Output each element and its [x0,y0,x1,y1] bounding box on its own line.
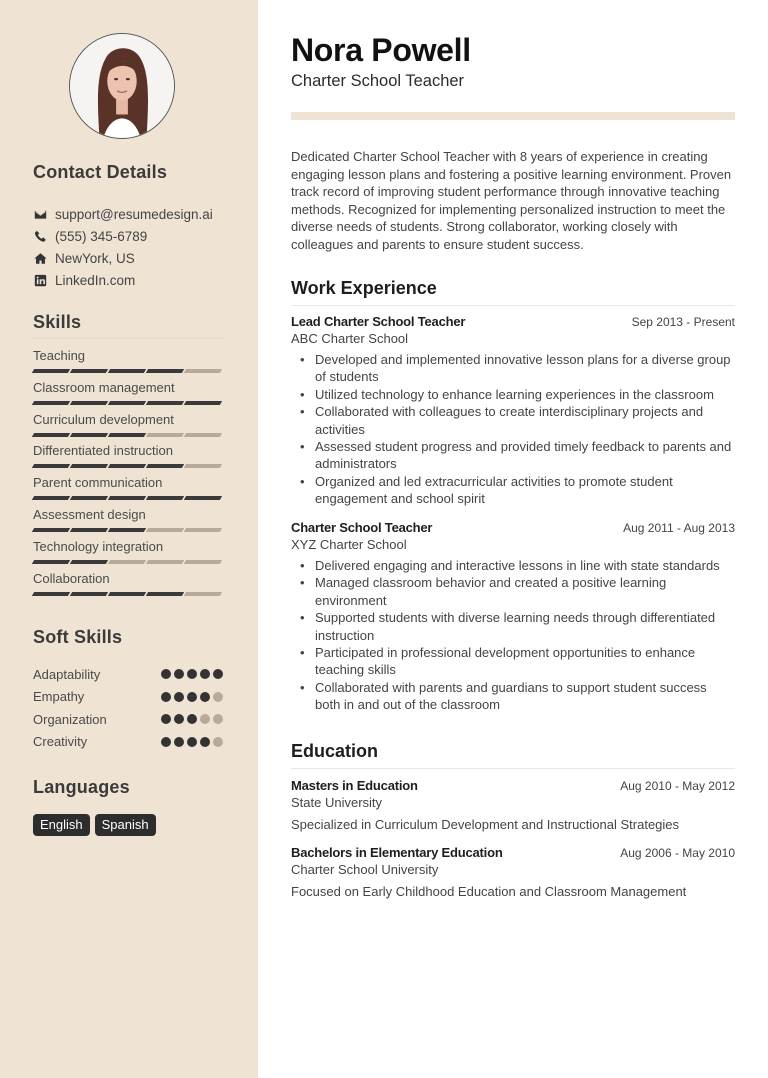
rating-dot [187,714,197,724]
skills-heading: Skills [33,312,82,332]
main-content [258,0,768,1078]
skill-level-segment [32,560,70,564]
skill-level-segment [108,592,146,596]
skill-level-segment [184,528,222,532]
rating-dot [200,737,210,747]
soft-skill-label: Empathy [33,689,85,705]
work-entry [291,314,735,508]
education-entry [291,778,735,832]
skill-level-bar [33,464,223,468]
skill-label: Assessment design [33,506,146,522]
rating-dot [187,737,197,747]
rating-dot [161,692,171,702]
skill-level-segment [108,464,146,468]
work-entry [291,520,735,714]
language-badge: English [33,814,90,836]
portrait-image [70,34,174,138]
skill-item [33,380,223,412]
skill-level-segment [32,433,70,437]
rating-dot [174,692,184,702]
rating-dot [213,692,223,702]
bullet: • Managed classroom behavior and created a positive learning environment [291,574,735,609]
rating-dot [200,714,210,724]
bullet: • Collaborated with parents and guardians to support student success both in and out of the classroom [291,679,735,714]
work-org: ABC Charter School [291,331,409,346]
skill-level-segment [184,592,222,596]
skill-label: Classroom management [33,379,175,395]
school: Charter School University [291,862,439,877]
contact-email[interactable] [33,203,243,225]
skill-level-segment [32,401,70,405]
bullet: • Assessed student progress and provided timely feedback to parents and administrators [291,438,735,473]
soft-skill-item [33,731,223,754]
soft-skill-rating [161,737,223,747]
language-badge: Spanish [95,814,156,836]
bullet: • Collaborated with colleagues to create interdisciplinary projects and activities [291,403,735,438]
skill-label: Collaboration [33,570,110,586]
soft-skill-rating [161,714,223,724]
bullet: • Developed and implemented innovative lesson plans for a diverse group of students [291,351,735,386]
envelope-icon [33,207,47,221]
skill-level-segment [32,496,70,500]
soft-skill-item [33,686,223,709]
skill-level-segment [184,464,222,468]
bullet: • Delivered engaging and interactive lessons in line with state standards [291,557,735,574]
skill-label: Parent communication [33,475,163,491]
accent-divider [291,112,735,120]
job-title: Charter School Teacher [291,72,465,90]
rating-dot [213,669,223,679]
soft-skill-item [33,663,223,686]
home-icon [33,251,47,265]
candidate-name: Nora Powell [291,32,471,68]
skill-label: Technology integration [33,538,164,554]
skill-level-segment [108,528,146,532]
rating-dot [161,669,171,679]
skill-level-segment [32,464,70,468]
education-dates: Aug 2010 - May 2012 [620,779,735,793]
skill-item [33,539,223,571]
skill-level-segment [146,401,184,405]
rating-dot [161,737,171,747]
work-bullets [291,351,735,508]
skill-item [33,571,223,603]
skill-label: Differentiated instruction [33,443,173,459]
contact-phone[interactable] [33,225,243,247]
school: State University [291,795,383,810]
rating-dot [187,692,197,702]
contact-linkedin-text: LinkedIn.com [55,272,136,288]
linkedin-icon [33,273,47,287]
skill-item [33,412,223,444]
skill-level-segment [70,464,108,468]
soft-skills-heading: Soft Skills [33,627,123,647]
contact-location-text: NewYork, US [55,250,135,266]
skill-label: Teaching [33,348,86,363]
skill-level-segment [108,369,146,373]
contact-list [33,203,243,291]
skill-level-segment [70,560,108,564]
sidebar [0,0,258,1078]
contact-phone-text: (555) 345-6789 [55,228,148,244]
contact-location [33,247,243,269]
skill-item [33,348,223,380]
skills-list [33,348,223,602]
soft-skills-list [33,663,223,753]
skill-level-segment [184,496,222,500]
skill-item [33,443,223,475]
rating-dot [200,692,210,702]
skill-level-segment [146,369,184,373]
skill-level-bar [33,592,223,596]
contact-heading: Contact Details [33,162,168,182]
skill-level-segment [108,433,146,437]
soft-skill-item [33,708,223,731]
skill-level-segment [32,592,70,596]
rating-dot [174,737,184,747]
skill-item [33,507,223,539]
rating-dot [213,737,223,747]
skill-level-segment [184,560,222,564]
rating-dot [200,669,210,679]
work-dates: Aug 2011 - Aug 2013 [623,521,735,535]
skill-item [33,475,223,507]
rating-dot [213,714,223,724]
languages-heading: Languages [33,777,130,797]
work-role: Lead Charter School Teacher [291,314,466,329]
work-role: Charter School Teacher [291,520,433,535]
skill-level-segment [70,496,108,500]
skill-level-segment [70,401,108,405]
skill-level-segment [70,433,108,437]
soft-skill-label: Adaptability [33,666,101,682]
skill-level-segment [146,560,184,564]
rating-dot [174,714,184,724]
skill-level-segment [146,592,184,596]
languages-list [33,814,156,836]
work-org: XYZ Charter School [291,537,407,552]
rating-dot [187,669,197,679]
summary-text: Dedicated Charter School Teacher with 8 years of experience in creating engaging lesson plans and fostering a positive learning environment. Proven track record of improving student performance through innovative teaching methods. Recognized for implementing personalized instruction to meet the diverse needs of students. Strong collaborator, working closely with colleagues and parents to ensure student success. [291,149,732,252]
skill-level-bar [33,496,223,500]
bullet: • Participated in professional development opportunities to enhance teaching skills [291,644,735,679]
contact-email-text: support@resumedesign.ai [55,206,213,222]
education-description: Specialized in Curriculum Development and Instructional Strategies [291,817,680,832]
skill-level-segment [70,369,108,373]
skill-label: Curriculum development [33,411,174,427]
soft-skill-label: Organization [33,711,107,727]
skill-level-segment [184,401,222,405]
skills-divider [33,338,223,339]
bullet: • Utilized technology to enhance learning experiences in the classroom [291,386,735,403]
education-entry [291,845,735,899]
soft-skill-rating [161,692,223,702]
skill-level-segment [70,528,108,532]
soft-skill-rating [161,669,223,679]
bullet: • Organized and led extracurricular activities to promote student engagement and school spirit [291,473,735,508]
work-bullets [291,557,735,714]
skill-level-bar [33,528,223,532]
skill-level-bar [33,369,223,373]
skill-level-segment [146,464,184,468]
skill-level-bar [33,401,223,405]
skill-level-segment [146,528,184,532]
education-dates: Aug 2006 - May 2010 [620,846,735,860]
skill-level-segment [184,433,222,437]
skill-level-segment [146,433,184,437]
education-heading: Education [291,741,735,769]
skill-level-segment [184,369,222,373]
skill-level-bar [33,560,223,564]
skill-level-segment [32,369,70,373]
skill-level-segment [108,560,146,564]
work-dates: Sep 2013 - Present [631,315,735,329]
rating-dot [174,669,184,679]
skill-level-segment [108,401,146,405]
bullet: • Supported students with diverse learning needs through differentiated instruction [291,609,735,644]
skill-level-segment [70,592,108,596]
rating-dot [161,714,171,724]
soft-skill-label: Creativity [33,734,88,750]
phone-icon [33,229,47,243]
education-description: Focused on Early Childhood Education and Classroom Management [291,884,687,899]
work-heading: Work Experience [291,278,735,306]
skill-level-bar [33,433,223,437]
skill-level-segment [32,528,70,532]
skill-level-segment [146,496,184,500]
degree: Bachelors in Elementary Education [291,845,503,860]
skill-level-segment [108,496,146,500]
contact-linkedin[interactable] [33,269,243,291]
avatar [69,33,175,139]
degree: Masters in Education [291,778,418,793]
